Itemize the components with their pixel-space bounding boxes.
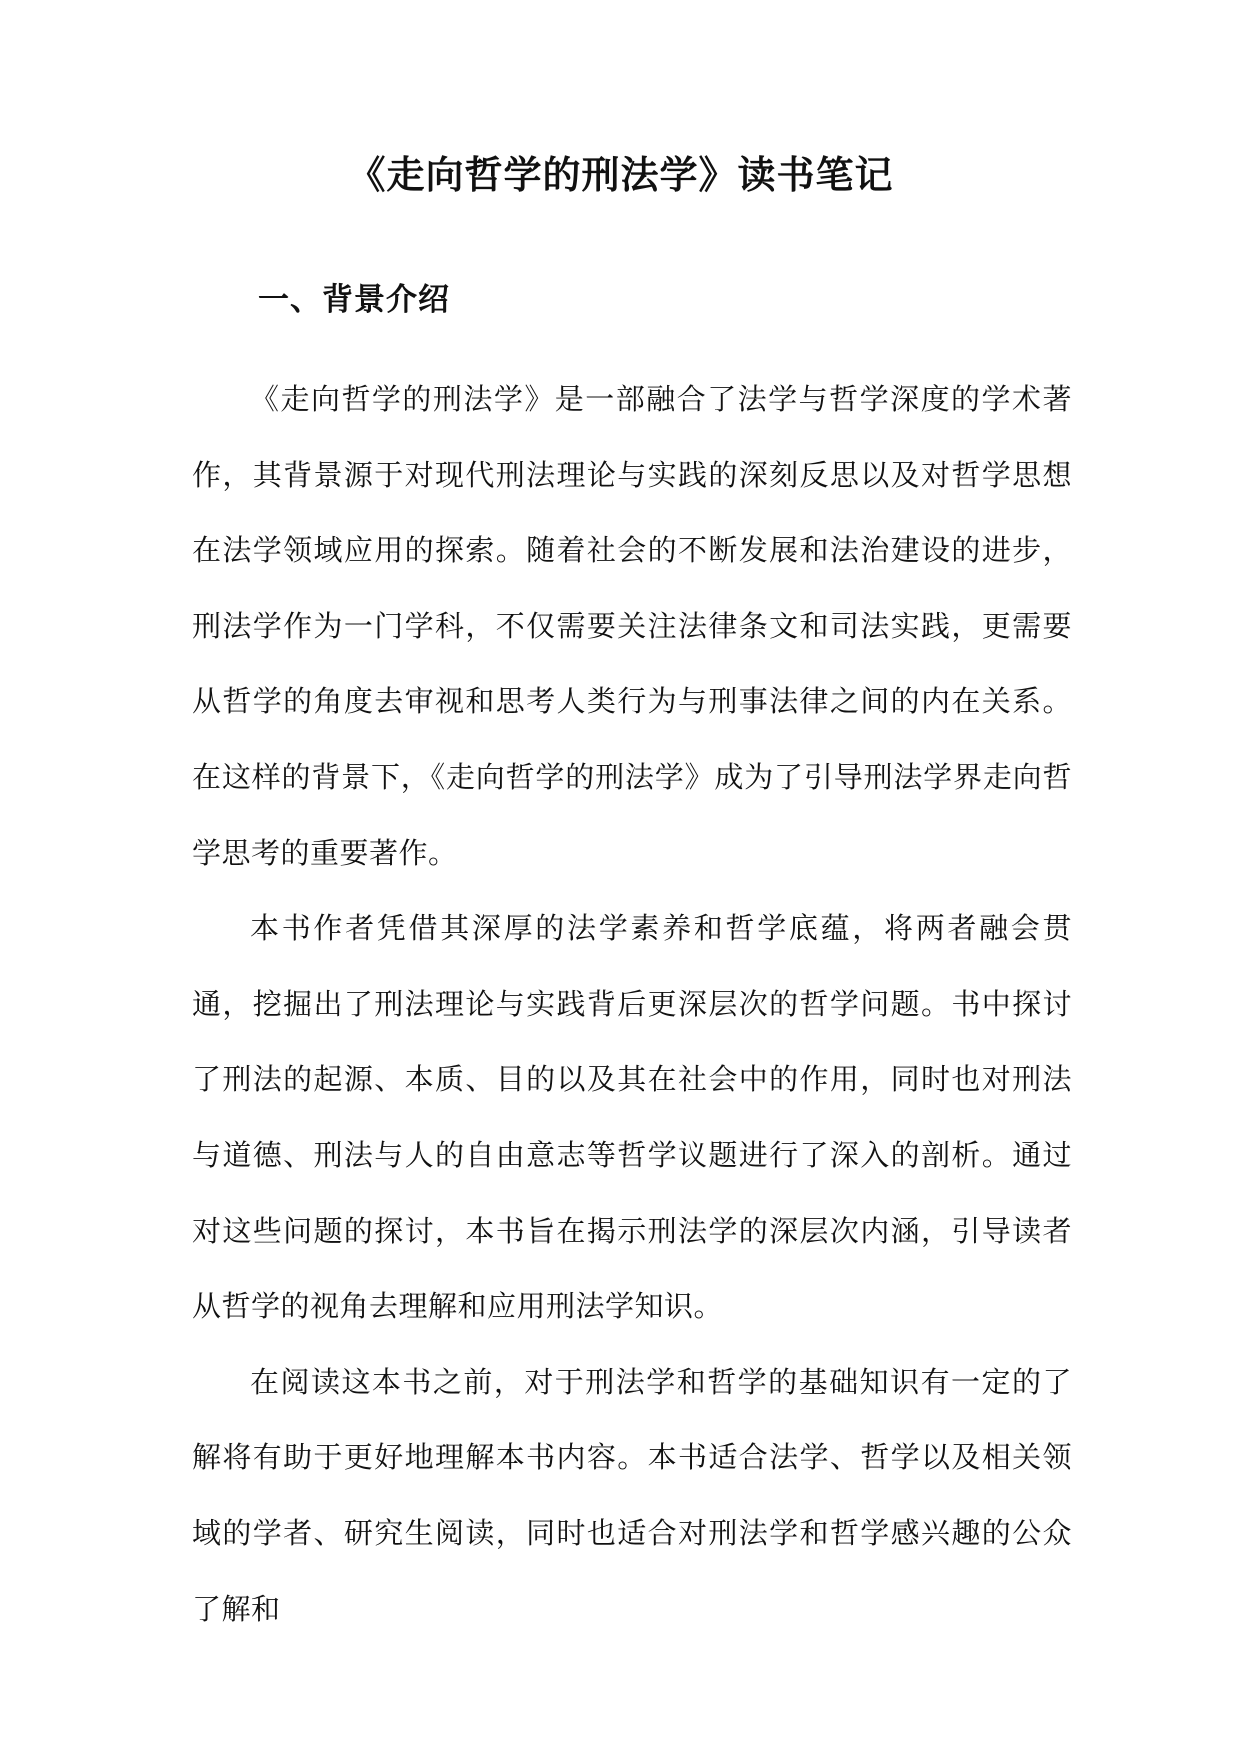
body-text [192, 362, 1072, 1647]
paragraph-2: 本书作者凭借其深厚的法学素养和哲学底蕴，将两者融会贯通，挖掘出了刑法理论与实践背后更深层次的哲学问题。书中探讨了刑法的起源、本质、目的以及其在社会中的作用，同时也对刑法与道德、刑法与人的自由意志等哲学议题进行了深入的剖析。通过对这些问题的探讨，本书旨在揭示刑法学的深层次内涵，引导读者从哲学的视角去理解和应用刑法学知识。 [192, 911, 1072, 1324]
document-title: 《走向哲学的刑法学》读书笔记 [347, 153, 894, 197]
section-heading: 一、背景介绍 [258, 282, 450, 318]
paragraph-3: 在阅读这本书之前，对于刑法学和哲学的基础知识有一定的了解将有助于更好地理解本书内容。本书适合法学、哲学以及相关领域的学者、研究生阅读，同时也适合对刑法学和哲学感兴趣的公众了解和 [192, 1364, 1072, 1626]
paragraph-1: 《走向哲学的刑法学》是一部融合了法学与哲学深度的学术著作，其背景源于对现代刑法理论与实践的深刻反思以及对哲学思想在法学领域应用的探索。随着社会的不断发展和法治建设的进步，刑法学作为一门学科，不仅需要关注法律条文和司法实践，更需要从哲学的角度去审视和思考人类行为与刑事法律之间的内在关系。在这样的背景下，《走向哲学的刑法学》成为了引导刑法学界走向哲学思考的重要著作。 [192, 382, 1072, 870]
